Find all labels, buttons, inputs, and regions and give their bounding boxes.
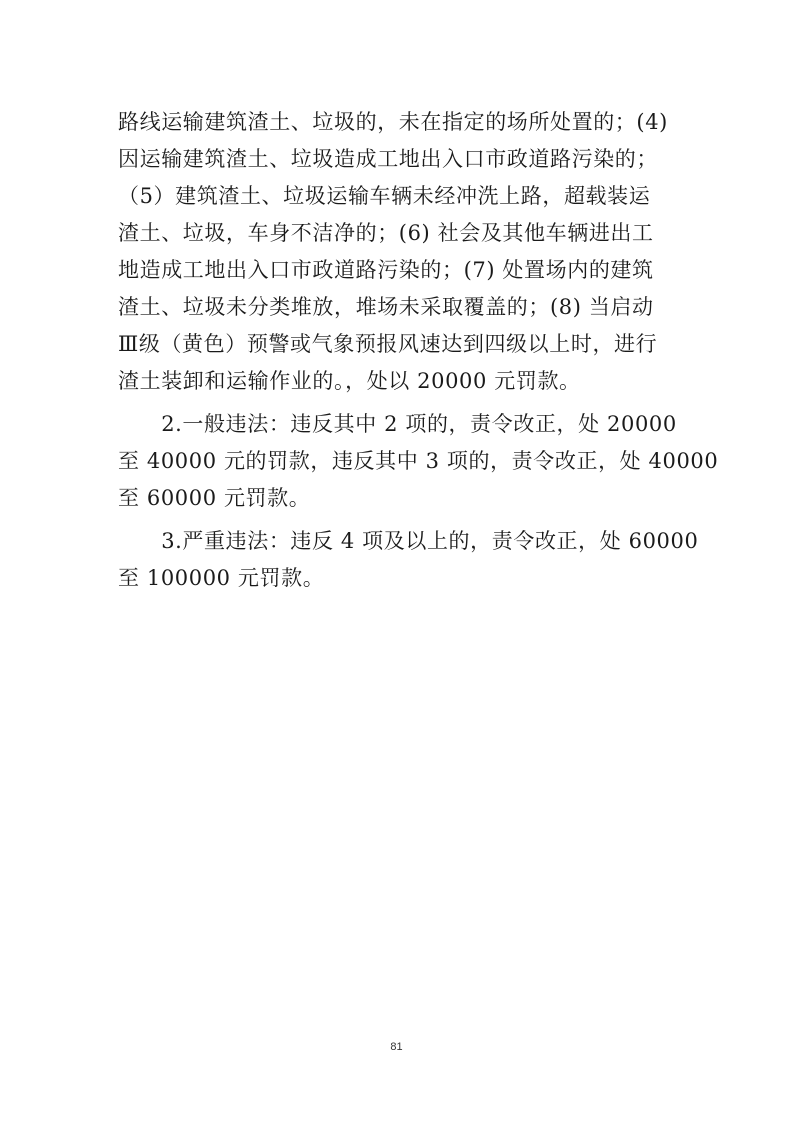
paragraph-serious-violation: 3.严重违法：违反 4 项及以上的，责令改正，处 60000: [118, 529, 699, 553]
text-line: 渣土、垃圾未分类堆放，堆场未采取覆盖的；(8) 当启动: [118, 295, 654, 319]
text-line: 地造成工地出入口市政道路污染的；(7) 处置场内的建筑: [118, 258, 654, 282]
text-line: 因运输建筑渣土、垃圾造成工地出入口市政道路污染的；: [118, 147, 658, 171]
paragraph-general-violation: 2.一般违法：违反其中 2 项的，责令改正，处 20000: [118, 412, 677, 436]
text-line: Ⅲ级（黄色）预警或气象预报风速达到四级以上时，进行: [118, 332, 658, 356]
page-number: 81: [390, 1041, 403, 1053]
text-line: 至 40000 元的罚款，违反其中 3 项的，责令改正，处 40000: [118, 449, 719, 473]
text-line: 至 60000 元罚款。: [118, 486, 311, 510]
text-line: 路线运输建筑渣土、垃圾的，未在指定的场所处置的；(4): [118, 110, 668, 134]
text-line: 至 100000 元罚款。: [118, 566, 325, 590]
text-line: 渣土、垃圾，车身不洁净的；(6) 社会及其他车辆进出工: [118, 221, 654, 245]
text-line: （5）建筑渣土、垃圾运输车辆未经冲洗上路，超载装运: [118, 184, 651, 208]
body-text: [118, 104, 719, 597]
text-line: 渣土装卸和运输作业的。，处以 20000 元罚款。: [118, 369, 581, 393]
